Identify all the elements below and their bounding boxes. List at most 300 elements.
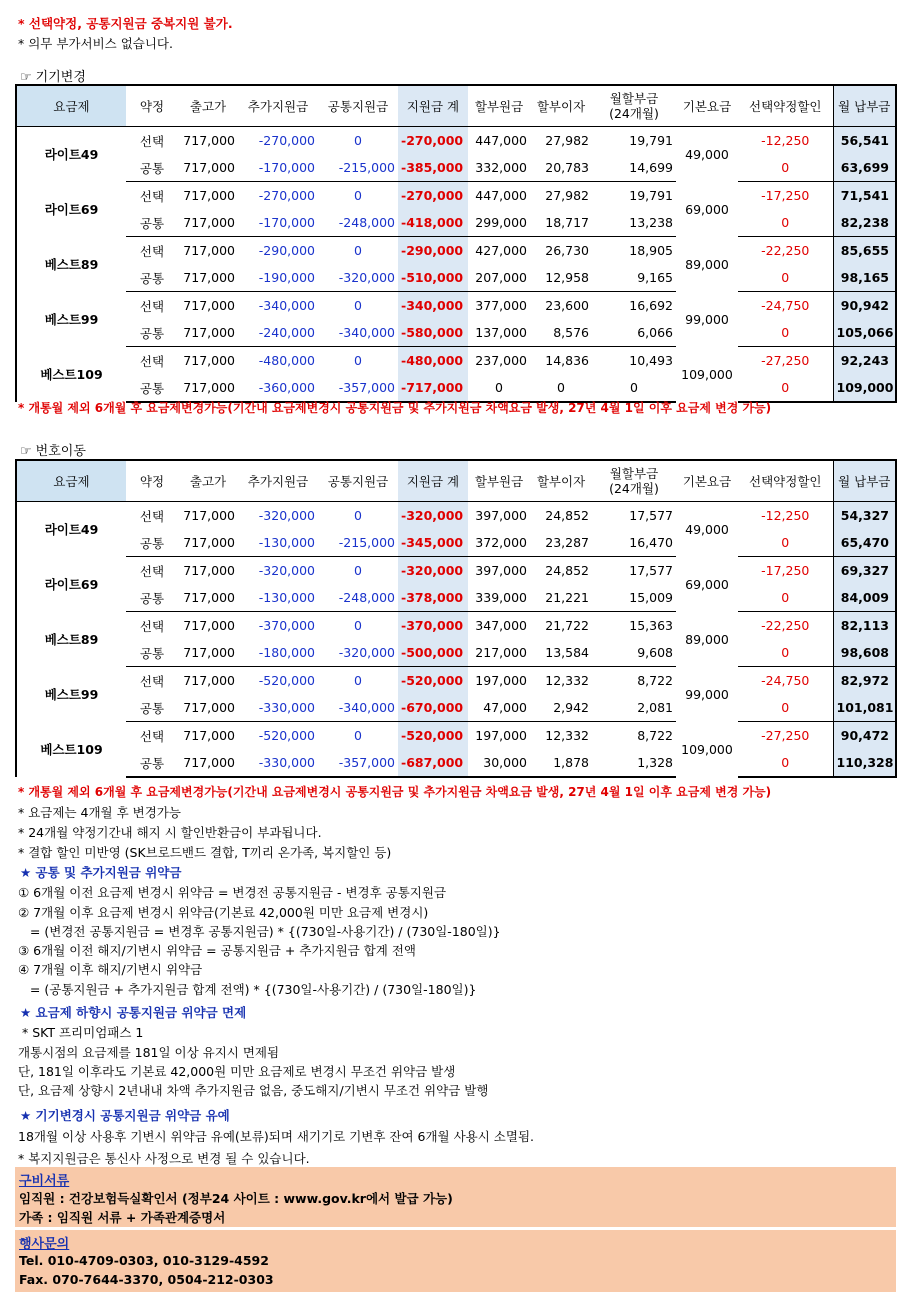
- installment-interest: 12,332: [545, 673, 589, 688]
- table-row: [16, 529, 896, 557]
- contract-discount: 0: [738, 264, 833, 292]
- release-price: 717,000: [178, 154, 238, 182]
- col-header-discount: 선택약정할인: [738, 460, 833, 502]
- common-support: 0: [354, 728, 362, 743]
- installment-principal: 237,000: [475, 353, 527, 368]
- penalty-title: ★ 공통 및 추가지원금 위약금: [20, 865, 182, 880]
- footnote-port-in: * 개통월 제외 6개월 후 요금제변경가능(기간내 요금제변경시 공통지원금 및 추가지원금 차액요금 발생, 27년 4월 1일 이후 요금제 변경 가능): [18, 785, 772, 799]
- support-total: -670,000: [398, 694, 468, 722]
- extra-support: -170,000: [238, 209, 318, 237]
- table-row: [16, 722, 896, 750]
- support-total: -580,000: [398, 319, 468, 347]
- base-fee: 99,000: [685, 686, 729, 702]
- plan-name: 베스트109: [16, 347, 126, 403]
- release-price: 717,000: [178, 584, 238, 612]
- release-price: 717,000: [183, 508, 235, 523]
- deferral-line: * 복지지원금은 통신사 사정으로 변경 될 수 있습니다.: [18, 1151, 310, 1166]
- common-support: -357,000: [318, 749, 398, 777]
- extra-support: -520,000: [258, 728, 315, 743]
- common-support: 0: [354, 618, 362, 633]
- col-header-interest: 할부이자: [530, 460, 592, 502]
- exemption-line: 개통시점의 요금제를 181일 이상 유지시 면제됨: [18, 1045, 280, 1060]
- contract-discount: -12,250: [761, 508, 810, 523]
- release-price: 717,000: [183, 243, 235, 258]
- release-price: 717,000: [178, 639, 238, 667]
- installment-interest: 2,942: [530, 694, 592, 722]
- contract-type: 선택: [139, 353, 165, 369]
- extra-support: -240,000: [238, 319, 318, 347]
- monthly-installment: 15,009: [592, 584, 676, 612]
- release-price: 717,000: [183, 133, 235, 148]
- table-row: [16, 502, 896, 530]
- monthly-payment: 82,238: [833, 209, 896, 237]
- release-price: 717,000: [178, 694, 238, 722]
- contract-type: 공통: [126, 264, 178, 292]
- col-header-common: 공통지원금: [318, 460, 398, 502]
- support-total: -378,000: [398, 584, 468, 612]
- release-price: 717,000: [183, 298, 235, 313]
- exemption-line: 단, 요금제 상향시 2년내내 차액 추가지원금 없음, 중도해지/기변시 무조건 위약금 발행: [18, 1083, 489, 1098]
- base-fee: 99,000: [685, 311, 729, 327]
- monthly-installment: 10,493: [629, 353, 673, 368]
- monthly-installment: 17,577: [629, 508, 673, 523]
- installment-interest: 8,576: [530, 319, 592, 347]
- contract-discount: 0: [738, 319, 833, 347]
- plan-name: 베스트99: [16, 292, 126, 347]
- monthly-payment: 84,009: [833, 584, 896, 612]
- documents-line: 가족 : 임직원 서류 + 가족관계증명서: [19, 1210, 226, 1225]
- plan-name: 라이트49: [16, 502, 126, 557]
- support-total: -500,000: [398, 639, 468, 667]
- extra-support: -130,000: [238, 584, 318, 612]
- release-price: 717,000: [178, 374, 238, 402]
- note-cancellation-fee: * 24개월 약정기간내 해지 시 할인반환금이 부과됩니다.: [18, 825, 322, 840]
- installment-interest: 27,982: [545, 133, 589, 148]
- section-title-port-in: ☞ 번호이동: [20, 444, 86, 459]
- base-fee: 109,000: [681, 741, 733, 757]
- installment-principal: 207,000: [468, 264, 530, 292]
- base-fee: 49,000: [685, 521, 729, 537]
- contract-discount: 0: [738, 529, 833, 557]
- base-fee: 89,000: [685, 256, 729, 272]
- contract-type: 공통: [126, 529, 178, 557]
- table-row: [16, 154, 896, 182]
- support-total: -290,000: [398, 237, 468, 265]
- installment-principal: 47,000: [468, 694, 530, 722]
- support-total: -340,000: [398, 292, 468, 320]
- common-support: -215,000: [318, 154, 398, 182]
- support-total: -385,000: [398, 154, 468, 182]
- installment-principal: 197,000: [475, 728, 527, 743]
- common-support: -248,000: [318, 209, 398, 237]
- contract-type: 공통: [126, 639, 178, 667]
- col-header-principal: 할부원금: [468, 85, 530, 127]
- extra-support: -480,000: [258, 353, 315, 368]
- contract-discount: -22,250: [761, 243, 810, 258]
- monthly-installment: 0: [592, 374, 676, 402]
- contract-type: 선택: [139, 188, 165, 204]
- installment-principal: 397,000: [475, 508, 527, 523]
- note-no-double-support: * 선택약정, 공통지원금 중복지원 불가.: [18, 16, 233, 31]
- contract-type: 선택: [139, 563, 165, 579]
- note-plan-change: * 요금제는 4개월 후 변경가능: [18, 805, 181, 820]
- device-change-table: [15, 84, 897, 403]
- extra-support: -180,000: [238, 639, 318, 667]
- monthly-installment: 8,722: [637, 673, 673, 688]
- contract-type: 공통: [126, 749, 178, 777]
- contract-type: 선택: [139, 618, 165, 634]
- release-price: 717,000: [183, 618, 235, 633]
- col-header-monthly: 월할부금 (24개월): [592, 460, 676, 502]
- plan-name: 라이트49: [16, 127, 126, 182]
- monthly-payment: 82,113: [833, 612, 896, 640]
- table-row: [16, 209, 896, 237]
- monthly-payment: 54,327: [833, 502, 896, 530]
- table-row: [16, 639, 896, 667]
- penalty-line: = (공통지원금 + 추가지원금 합계 전액) * {(730일-사용기간) / (730일-180일)}: [18, 982, 477, 997]
- extra-support: -130,000: [238, 529, 318, 557]
- monthly-installment: 9,165: [592, 264, 676, 292]
- penalty-line: ④ 7개월 이후 해지/기변시 위약금: [18, 962, 203, 977]
- installment-interest: 23,287: [530, 529, 592, 557]
- common-support: 0: [354, 353, 362, 368]
- contract-type: 공통: [126, 209, 178, 237]
- contract-discount: -17,250: [761, 188, 810, 203]
- table-row: [16, 127, 896, 155]
- contract-type: 선택: [139, 243, 165, 259]
- monthly-installment: 15,363: [629, 618, 673, 633]
- contract-discount: 0: [738, 154, 833, 182]
- monthly-installment: 2,081: [592, 694, 676, 722]
- table-row: [16, 749, 896, 777]
- extra-support: -270,000: [258, 133, 315, 148]
- monthly-installment: 9,608: [592, 639, 676, 667]
- extra-support: -370,000: [258, 618, 315, 633]
- deferral-line: 18개월 이상 사용후 기변시 위약금 유예(보류)되며 새기기로 기변후 잔여 6개월 사용시 소멸됨.: [18, 1129, 534, 1144]
- penalty-line: ③ 6개월 이전 해지/기변시 위약금 = 공통지원금 + 추가지원금 합계 전액: [18, 943, 417, 958]
- port-in-table: [15, 459, 897, 778]
- exemption-line: * SKT 프리미엄패스 1: [18, 1025, 144, 1040]
- support-total: -480,000: [398, 347, 468, 375]
- release-price: 717,000: [183, 673, 235, 688]
- installment-principal: 447,000: [475, 188, 527, 203]
- support-total: -370,000: [398, 612, 468, 640]
- common-support: -248,000: [318, 584, 398, 612]
- base-fee: 49,000: [685, 146, 729, 162]
- installment-principal: 339,000: [468, 584, 530, 612]
- table-row: [16, 584, 896, 612]
- common-support: -340,000: [318, 694, 398, 722]
- col-header-contract: 약정: [126, 460, 178, 502]
- monthly-installment: 16,470: [592, 529, 676, 557]
- extra-support: -330,000: [238, 694, 318, 722]
- col-header-price: 출고가: [178, 460, 238, 502]
- col-header-total: 지원금 계: [398, 460, 468, 502]
- installment-interest: 21,221: [530, 584, 592, 612]
- common-support: 0: [354, 673, 362, 688]
- plan-name: 베스트89: [16, 237, 126, 292]
- installment-interest: 24,852: [545, 563, 589, 578]
- common-support: -357,000: [318, 374, 398, 402]
- penalty-line: ② 7개월 이후 요금제 변경시 위약금(기본료 42,000원 미만 요금제 변경시): [18, 905, 429, 920]
- extra-support: -320,000: [258, 508, 315, 523]
- contract-discount: 0: [738, 639, 833, 667]
- contract-discount: -24,750: [761, 298, 810, 313]
- monthly-installment: 14,699: [592, 154, 676, 182]
- col-header-pay: 월 납부금: [833, 460, 896, 502]
- extra-support: -520,000: [258, 673, 315, 688]
- extra-support: -290,000: [258, 243, 315, 258]
- table-row: [16, 667, 896, 695]
- common-support: 0: [354, 298, 362, 313]
- monthly-payment: 69,327: [833, 557, 896, 585]
- contact-fax: Fax. 070-7644-3370, 0504-212-0303: [19, 1272, 274, 1287]
- installment-interest: 13,584: [530, 639, 592, 667]
- monthly-installment: 8,722: [637, 728, 673, 743]
- monthly-payment: 90,472: [833, 722, 896, 750]
- contract-type: 공통: [126, 584, 178, 612]
- col-header-interest: 할부이자: [530, 85, 592, 127]
- table-row: [16, 292, 896, 320]
- table-row: [16, 694, 896, 722]
- release-price: 717,000: [178, 264, 238, 292]
- monthly-payment: 71,541: [833, 182, 896, 210]
- contract-discount: 0: [738, 209, 833, 237]
- common-support: -320,000: [318, 639, 398, 667]
- support-total: -270,000: [398, 182, 468, 210]
- monthly-installment: 18,905: [629, 243, 673, 258]
- installment-principal: 347,000: [475, 618, 527, 633]
- table-header-row: [16, 460, 896, 502]
- contract-discount: -12,250: [761, 133, 810, 148]
- plan-name: 라이트69: [16, 557, 126, 612]
- support-total: -520,000: [398, 667, 468, 695]
- installment-interest: 18,717: [530, 209, 592, 237]
- contract-type: 선택: [139, 728, 165, 744]
- table-row: [16, 182, 896, 210]
- monthly-installment: 1,328: [592, 749, 676, 777]
- table-row: [16, 374, 896, 402]
- col-header-plan: 요금제: [16, 85, 126, 127]
- installment-interest: 26,730: [545, 243, 589, 258]
- contract-discount: -27,250: [761, 728, 810, 743]
- installment-interest: 20,783: [530, 154, 592, 182]
- monthly-installment: 19,791: [629, 188, 673, 203]
- col-header-pay: 월 납부금: [833, 85, 896, 127]
- support-total: -320,000: [398, 502, 468, 530]
- monthly-payment: 65,470: [833, 529, 896, 557]
- installment-principal: 30,000: [468, 749, 530, 777]
- plan-name: 라이트69: [16, 182, 126, 237]
- col-header-plan: 요금제: [16, 460, 126, 502]
- common-support: -215,000: [318, 529, 398, 557]
- exemption-title: ★ 요금제 하향시 공통지원금 위약금 면제: [20, 1005, 247, 1020]
- monthly-payment: 109,000: [833, 374, 896, 402]
- table-row: [16, 557, 896, 585]
- contract-type: 공통: [126, 374, 178, 402]
- table-row: [16, 347, 896, 375]
- footnote-device-change: * 개통월 제외 6개월 후 요금제변경가능(기간내 요금제변경시 공통지원금 및 추가지원금 차액요금 발생, 27년 4월 1일 이후 요금제 변경 가능): [18, 401, 772, 415]
- installment-interest: 24,852: [545, 508, 589, 523]
- common-support: 0: [354, 508, 362, 523]
- installment-principal: 397,000: [475, 563, 527, 578]
- installment-principal: 332,000: [468, 154, 530, 182]
- pointing-hand-icon: ☞: [20, 444, 32, 459]
- contract-type: 공통: [126, 154, 178, 182]
- plan-name: 베스트99: [16, 667, 126, 722]
- contract-discount: -17,250: [761, 563, 810, 578]
- installment-interest: 27,982: [545, 188, 589, 203]
- monthly-payment: 101,081: [833, 694, 896, 722]
- note-bundle-discount: * 결합 할인 미반영 (SK브로드밴드 결합, T끼리 온가족, 복지할인 등): [18, 845, 392, 860]
- monthly-installment: 17,577: [629, 563, 673, 578]
- installment-interest: 1,878: [530, 749, 592, 777]
- col-header-common: 공통지원금: [318, 85, 398, 127]
- col-header-base: 기본요금: [676, 460, 738, 502]
- table-row: [16, 237, 896, 265]
- installment-principal: 197,000: [475, 673, 527, 688]
- col-header-monthly: 월할부금 (24개월): [592, 85, 676, 127]
- installment-interest: 14,836: [545, 353, 589, 368]
- base-fee: 69,000: [685, 576, 729, 592]
- note-no-mandatory-service: * 의무 부가서비스 없습니다.: [18, 36, 173, 51]
- table-row: [16, 319, 896, 347]
- support-total: -270,000: [398, 127, 468, 155]
- col-header-extra: 추가지원금: [238, 460, 318, 502]
- base-fee: 89,000: [685, 631, 729, 647]
- extra-support: -270,000: [258, 188, 315, 203]
- contract-discount: -22,250: [761, 618, 810, 633]
- installment-principal: 427,000: [475, 243, 527, 258]
- support-total: -687,000: [398, 749, 468, 777]
- monthly-payment: 92,243: [833, 347, 896, 375]
- documents-panel: [15, 1167, 896, 1227]
- installment-interest: 12,332: [545, 728, 589, 743]
- common-support: 0: [354, 563, 362, 578]
- contract-discount: 0: [738, 694, 833, 722]
- monthly-payment: 110,328: [833, 749, 896, 777]
- installment-interest: 23,600: [545, 298, 589, 313]
- base-fee: 69,000: [685, 201, 729, 217]
- monthly-installment: 6,066: [592, 319, 676, 347]
- contract-type: 선택: [139, 133, 165, 149]
- installment-principal: 299,000: [468, 209, 530, 237]
- table-header-row: [16, 85, 896, 127]
- col-header-extra: 추가지원금: [238, 85, 318, 127]
- support-total: -520,000: [398, 722, 468, 750]
- extra-support: -320,000: [258, 563, 315, 578]
- monthly-payment: 98,165: [833, 264, 896, 292]
- release-price: 717,000: [178, 319, 238, 347]
- contract-discount: 0: [738, 749, 833, 777]
- col-header-base: 기본요금: [676, 85, 738, 127]
- monthly-installment: 16,692: [629, 298, 673, 313]
- installment-principal: 0: [468, 374, 530, 402]
- exemption-line: 단, 181일 이후라도 기본료 42,000원 미만 요금제로 변경시 무조건 위약금 발생: [18, 1064, 456, 1079]
- installment-interest: 0: [530, 374, 592, 402]
- documents-title: 구비서류: [19, 1174, 70, 1189]
- col-header-discount: 선택약정할인: [738, 85, 833, 127]
- extra-support: -330,000: [238, 749, 318, 777]
- contact-title: 행사문의: [19, 1237, 70, 1252]
- pointing-hand-icon: ☞: [20, 70, 32, 85]
- common-support: -340,000: [318, 319, 398, 347]
- plan-name: 베스트89: [16, 612, 126, 667]
- release-price: 717,000: [178, 209, 238, 237]
- contract-type: 선택: [139, 673, 165, 689]
- monthly-payment: 105,066: [833, 319, 896, 347]
- contract-discount: -24,750: [761, 673, 810, 688]
- release-price: 717,000: [183, 353, 235, 368]
- common-support: -320,000: [318, 264, 398, 292]
- contract-type: 선택: [139, 508, 165, 524]
- release-price: 717,000: [178, 749, 238, 777]
- support-total: -717,000: [398, 374, 468, 402]
- installment-principal: 217,000: [468, 639, 530, 667]
- release-price: 717,000: [183, 188, 235, 203]
- installment-principal: 137,000: [468, 319, 530, 347]
- contract-type: 공통: [126, 694, 178, 722]
- contract-discount: 0: [738, 374, 833, 402]
- support-total: -345,000: [398, 529, 468, 557]
- base-fee: 109,000: [681, 366, 733, 382]
- contract-discount: 0: [738, 584, 833, 612]
- monthly-installment: 19,791: [629, 133, 673, 148]
- installment-interest: 12,958: [530, 264, 592, 292]
- col-header-price: 출고가: [178, 85, 238, 127]
- common-support: 0: [354, 133, 362, 148]
- extra-support: -340,000: [258, 298, 315, 313]
- release-price: 717,000: [183, 563, 235, 578]
- contact-phone: Tel. 010-4709-0303, 010-3129-4592: [19, 1253, 269, 1268]
- table-row: [16, 264, 896, 292]
- table-row: [16, 612, 896, 640]
- monthly-payment: 85,655: [833, 237, 896, 265]
- contact-panel: [15, 1230, 896, 1292]
- contract-discount: -27,250: [761, 353, 810, 368]
- installment-interest: 21,722: [545, 618, 589, 633]
- common-support: 0: [354, 188, 362, 203]
- section-title-device-change: ☞ 기기변경: [20, 70, 86, 85]
- support-total: -320,000: [398, 557, 468, 585]
- deferral-title: ★ 기기변경시 공통지원금 위약금 유예: [20, 1108, 230, 1123]
- release-price: 717,000: [178, 529, 238, 557]
- monthly-payment: 56,541: [833, 127, 896, 155]
- installment-principal: 372,000: [468, 529, 530, 557]
- installment-principal: 447,000: [475, 133, 527, 148]
- common-support: 0: [354, 243, 362, 258]
- monthly-payment: 63,699: [833, 154, 896, 182]
- monthly-payment: 98,608: [833, 639, 896, 667]
- installment-principal: 377,000: [475, 298, 527, 313]
- support-total: -510,000: [398, 264, 468, 292]
- col-header-contract: 약정: [126, 85, 178, 127]
- release-price: 717,000: [183, 728, 235, 743]
- monthly-installment: 13,238: [592, 209, 676, 237]
- plan-name: 베스트109: [16, 722, 126, 778]
- penalty-line: ① 6개월 이전 요금제 변경시 위약금 = 변경전 공통지원금 - 변경후 공통지원금: [18, 885, 447, 900]
- support-total: -418,000: [398, 209, 468, 237]
- monthly-payment: 82,972: [833, 667, 896, 695]
- contract-type: 공통: [126, 319, 178, 347]
- monthly-payment: 90,942: [833, 292, 896, 320]
- col-header-principal: 할부원금: [468, 460, 530, 502]
- extra-support: -360,000: [238, 374, 318, 402]
- documents-line: 임직원 : 건강보험득실확인서 (정부24 사이트 : www.gov.kr에서 발급 가능): [19, 1191, 453, 1206]
- penalty-line: = (변경전 공통지원금 = 변경후 공통지원금) * {(730일-사용기간) / (730일-180일)}: [18, 924, 501, 939]
- contract-type: 선택: [139, 298, 165, 314]
- extra-support: -190,000: [238, 264, 318, 292]
